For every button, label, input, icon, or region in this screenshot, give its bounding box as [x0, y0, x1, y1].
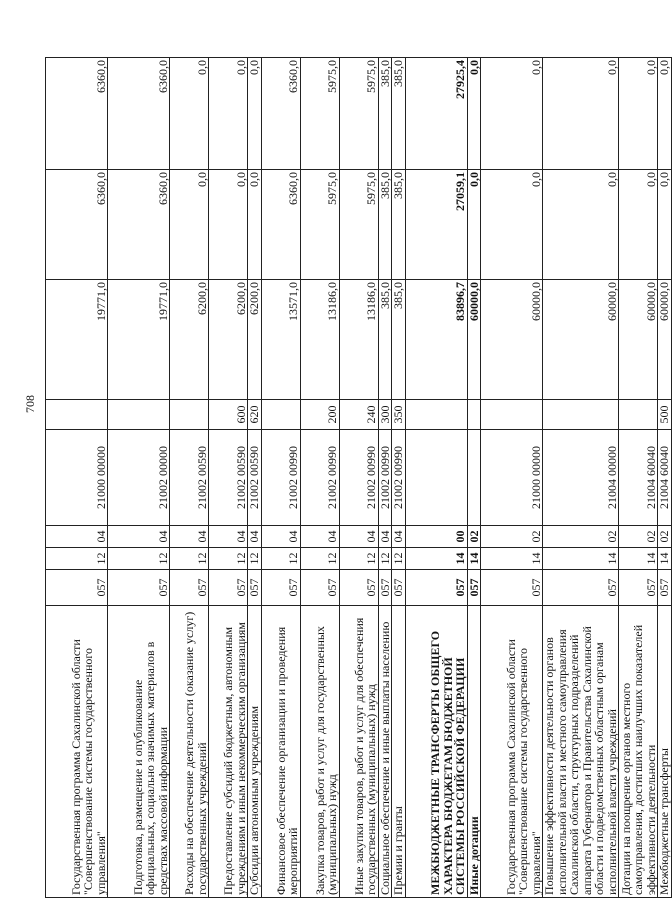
- target-article-code: 21000 00000: [481, 430, 543, 526]
- budget-table-wrapper: [45, 58, 671, 898]
- amount-year-3: 0,0: [248, 58, 262, 170]
- table-row: [378, 58, 392, 898]
- amount-year-3: 6360,0: [261, 58, 300, 170]
- expense-type-code: 200: [300, 400, 339, 430]
- table-row: [261, 58, 300, 898]
- section-code: 12: [46, 548, 108, 570]
- admin-code: 057: [261, 570, 300, 606]
- table-row: [392, 58, 406, 898]
- expense-type-code: 240: [339, 400, 378, 430]
- section-code: 14: [481, 548, 543, 570]
- expense-type-code: [481, 400, 543, 430]
- row-name: Повышение эффективности деятельности органов исполнительной власти и местного самоуправления Сахалинской области, структурных подразделений аппарата Губернатора и Правительства Сахалинской области и подведомственных областным органам исполнительной власти учреждений: [543, 606, 619, 898]
- admin-code: 057: [300, 570, 339, 606]
- table-row: [339, 58, 378, 898]
- amount-year-2: 0,0: [467, 170, 481, 280]
- table-row: [248, 58, 262, 898]
- amount-year-3: 6360,0: [108, 58, 170, 170]
- target-article-code: 21002 00590: [170, 430, 209, 526]
- table-row: [543, 58, 619, 898]
- expense-type-code: [619, 400, 658, 430]
- amount-year-3: 0,0: [481, 58, 543, 170]
- section-code: 14: [658, 548, 672, 570]
- section-code: 14: [405, 548, 467, 570]
- row-name: Подготовка, размещение и опубликование официальных, социально значимых материалов в средствах массовой информации: [108, 606, 170, 898]
- subsection-code: 04: [170, 526, 209, 548]
- section-code: 12: [261, 548, 300, 570]
- admin-code: 057: [467, 570, 481, 606]
- expense-type-code: 500: [658, 400, 672, 430]
- admin-code: 057: [170, 570, 209, 606]
- amount-year-1: 60000,0: [481, 280, 543, 400]
- admin-code: 057: [658, 570, 672, 606]
- expense-type-code: [46, 400, 108, 430]
- subsection-code: 04: [209, 526, 248, 548]
- expense-type-code: [108, 400, 170, 430]
- target-article-code: [467, 430, 481, 526]
- expense-type-code: 620: [248, 400, 262, 430]
- table-row: [46, 58, 108, 898]
- row-name: МЕЖБЮДЖЕТНЫЕ ТРАНСФЕРТЫ ОБЩЕГО ХАРАКТЕРА БЮДЖЕТАМ БЮДЖЕТНОЙ СИСТЕМЫ РОССИЙСКОЙ ФЕДЕРАЦИИ: [405, 606, 467, 898]
- amount-year-3: 0,0: [170, 58, 209, 170]
- amount-year-1: 60000,0: [543, 280, 619, 400]
- amount-year-2: 385,0: [392, 170, 406, 280]
- table-row: [170, 58, 209, 898]
- amount-year-2: 385,0: [378, 170, 392, 280]
- admin-code: 057: [392, 570, 406, 606]
- section-code: 14: [619, 548, 658, 570]
- expense-type-code: 600: [209, 400, 248, 430]
- target-article-code: 21002 00990: [339, 430, 378, 526]
- section-code: 14: [543, 548, 619, 570]
- section-code: 12: [300, 548, 339, 570]
- subsection-code: 02: [481, 526, 543, 548]
- row-name: Государственная программа Сахалинской области "Совершенствование системы государственного управления": [481, 606, 543, 898]
- amount-year-3: 6360,0: [46, 58, 108, 170]
- section-code: 12: [378, 548, 392, 570]
- row-name: Государственная программа Сахалинской области "Совершенствование системы государственного управления": [46, 606, 108, 898]
- amount-year-3: 0,0: [467, 58, 481, 170]
- subsection-code: 02: [658, 526, 672, 548]
- table-row: [481, 58, 543, 898]
- subsection-code: 04: [46, 526, 108, 548]
- admin-code: 057: [619, 570, 658, 606]
- row-name: Межбюджетные трансферты: [658, 606, 672, 898]
- amount-year-2: 5975,0: [339, 170, 378, 280]
- target-article-code: 21002 00000: [108, 430, 170, 526]
- target-article-code: 21002 00990: [378, 430, 392, 526]
- admin-code: 057: [46, 570, 108, 606]
- amount-year-1: 6200,0: [248, 280, 262, 400]
- admin-code: 057: [378, 570, 392, 606]
- subsection-code: 04: [392, 526, 406, 548]
- row-name: Дотации на поощрение органов местного самоуправления, достигших наилучших показателей эффективности деятельности: [619, 606, 658, 898]
- amount-year-3: 0,0: [658, 58, 672, 170]
- expense-type-code: [543, 400, 619, 430]
- row-name: Социальное обеспечение и иные выплаты населению: [378, 606, 392, 898]
- amount-year-2: 6360,0: [261, 170, 300, 280]
- amount-year-1: 385,0: [392, 280, 406, 400]
- target-article-code: 21000 00000: [46, 430, 108, 526]
- row-name: Субсидии автономным учреждениям: [248, 606, 262, 898]
- subsection-code: 04: [300, 526, 339, 548]
- target-article-code: 21004 60040: [658, 430, 672, 526]
- section-code: 12: [248, 548, 262, 570]
- expense-type-code: [467, 400, 481, 430]
- section-code: 12: [209, 548, 248, 570]
- amount-year-2: 0,0: [209, 170, 248, 280]
- row-name: Премии и гранты: [392, 606, 406, 898]
- table-row: [209, 58, 248, 898]
- row-name: Финансовое обеспечение организации и проведения мероприятий: [261, 606, 300, 898]
- section-code: 14: [467, 548, 481, 570]
- amount-year-1: 385,0: [378, 280, 392, 400]
- target-article-code: 21002 00990: [392, 430, 406, 526]
- amount-year-2: 6360,0: [46, 170, 108, 280]
- subsection-code: 04: [378, 526, 392, 548]
- amount-year-1: 13571,0: [261, 280, 300, 400]
- amount-year-1: 19771,0: [46, 280, 108, 400]
- admin-code: 057: [209, 570, 248, 606]
- admin-code: 057: [339, 570, 378, 606]
- subsection-code: 04: [248, 526, 262, 548]
- table-row: [405, 58, 467, 898]
- amount-year-1: 60000,0: [467, 280, 481, 400]
- page-number: 708: [23, 395, 37, 413]
- amount-year-3: 385,0: [392, 58, 406, 170]
- amount-year-2: 5975,0: [300, 170, 339, 280]
- table-row: [619, 58, 658, 898]
- table-row: [108, 58, 170, 898]
- admin-code: 057: [481, 570, 543, 606]
- subsection-code: 04: [261, 526, 300, 548]
- admin-code: 057: [405, 570, 467, 606]
- amount-year-1: 60000,0: [658, 280, 672, 400]
- amount-year-1: 60000,0: [619, 280, 658, 400]
- expense-type-code: [261, 400, 300, 430]
- amount-year-1: 6200,0: [209, 280, 248, 400]
- amount-year-2: 0,0: [619, 170, 658, 280]
- amount-year-2: 0,0: [170, 170, 209, 280]
- table-row: [300, 58, 339, 898]
- amount-year-1: 6200,0: [170, 280, 209, 400]
- amount-year-3: 0,0: [619, 58, 658, 170]
- amount-year-3: 0,0: [543, 58, 619, 170]
- admin-code: 057: [543, 570, 619, 606]
- amount-year-1: 83896,7: [405, 280, 467, 400]
- section-code: 12: [392, 548, 406, 570]
- subsection-code: 00: [405, 526, 467, 548]
- admin-code: 057: [248, 570, 262, 606]
- row-name: Иные дотации: [467, 606, 481, 898]
- amount-year-2: 0,0: [481, 170, 543, 280]
- amount-year-3: 0,0: [209, 58, 248, 170]
- expense-type-code: 300: [378, 400, 392, 430]
- amount-year-2: 6360,0: [108, 170, 170, 280]
- amount-year-3: 27925,4: [405, 58, 467, 170]
- target-article-code: [405, 430, 467, 526]
- subsection-code: 04: [108, 526, 170, 548]
- subsection-code: 02: [467, 526, 481, 548]
- subsection-code: 02: [543, 526, 619, 548]
- target-article-code: 21002 00990: [300, 430, 339, 526]
- amount-year-3: 385,0: [378, 58, 392, 170]
- target-article-code: 21004 60040: [619, 430, 658, 526]
- budget-table: [45, 57, 672, 898]
- table-row: [658, 58, 672, 898]
- subsection-code: 02: [619, 526, 658, 548]
- expense-type-code: [405, 400, 467, 430]
- target-article-code: 21002 00990: [261, 430, 300, 526]
- target-article-code: 21002 00590: [209, 430, 248, 526]
- table-body: [46, 58, 672, 898]
- target-article-code: 21002 00590: [248, 430, 262, 526]
- amount-year-1: 13186,0: [300, 280, 339, 400]
- amount-year-2: 27059,1: [405, 170, 467, 280]
- row-name: Предоставление субсидий бюджетным, автономным учреждениям и иным некоммерческим организациям: [209, 606, 248, 898]
- expense-type-code: 350: [392, 400, 406, 430]
- amount-year-2: 0,0: [543, 170, 619, 280]
- section-code: 12: [108, 548, 170, 570]
- amount-year-1: 13186,0: [339, 280, 378, 400]
- row-name: Расходы на обеспечение деятельности (оказание услуг) государственных учреждений: [170, 606, 209, 898]
- section-code: 12: [170, 548, 209, 570]
- amount-year-3: 5975,0: [339, 58, 378, 170]
- subsection-code: 04: [339, 526, 378, 548]
- amount-year-3: 5975,0: [300, 58, 339, 170]
- table-row: [467, 58, 481, 898]
- row-name: Иные закупки товаров, работ и услуг для обеспечения государственных (муниципальных) нужд: [339, 606, 378, 898]
- target-article-code: 21004 00000: [543, 430, 619, 526]
- section-code: 12: [339, 548, 378, 570]
- amount-year-2: 0,0: [248, 170, 262, 280]
- amount-year-1: 19771,0: [108, 280, 170, 400]
- row-name: Закупка товаров, работ и услуг для государственных (муниципальных) нужд: [300, 606, 339, 898]
- expense-type-code: [170, 400, 209, 430]
- admin-code: 057: [108, 570, 170, 606]
- amount-year-2: 0,0: [658, 170, 672, 280]
